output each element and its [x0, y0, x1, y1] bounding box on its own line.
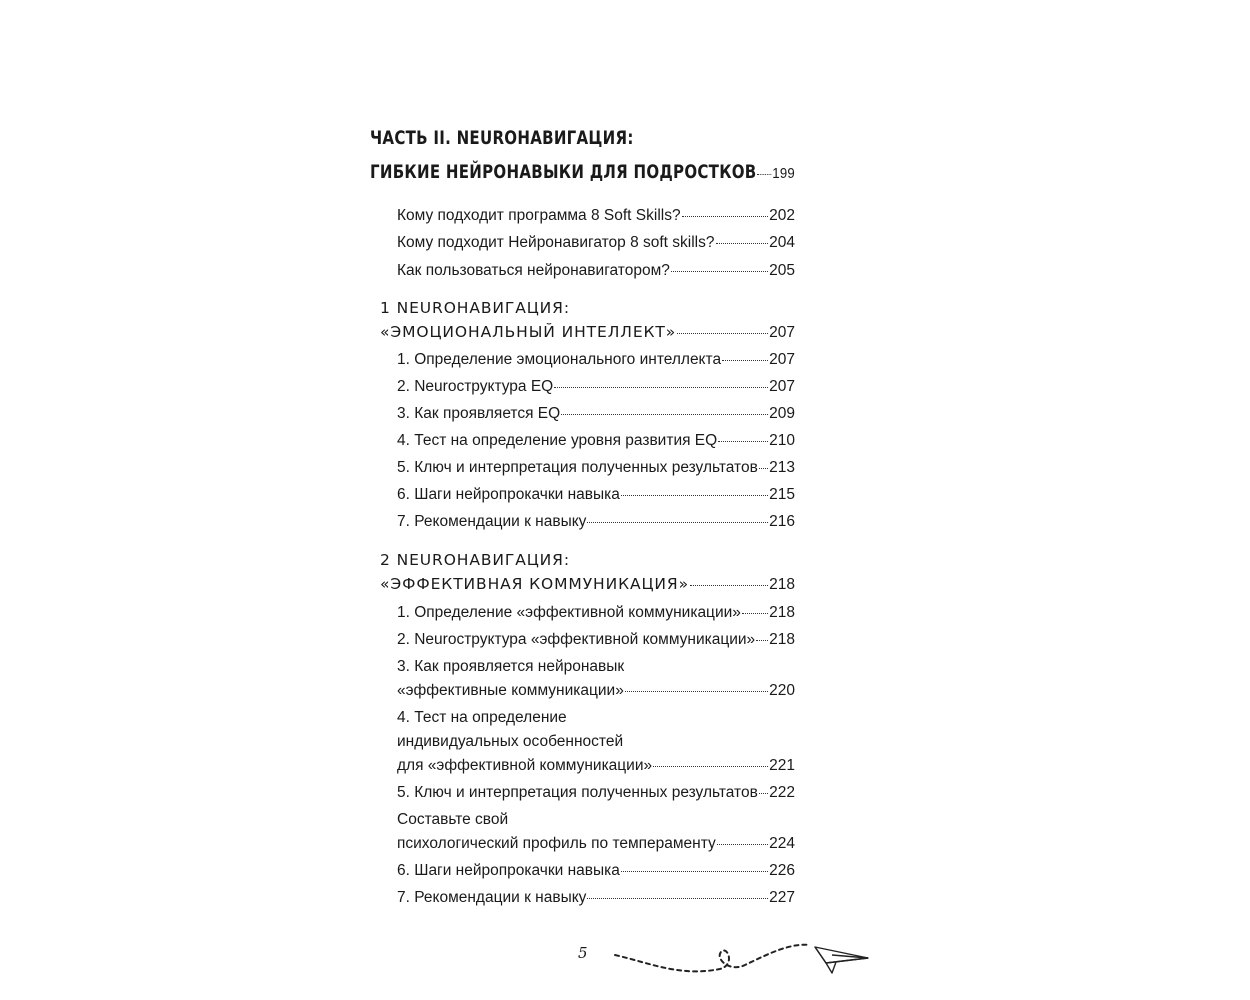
toc-entry[interactable]: Кому подходит программа 8 Soft Skills? 202 — [397, 207, 795, 224]
toc-entry[interactable]: 5. Ключ и интерпретация полученных результатов 222 — [397, 784, 795, 801]
section-2-heading-line1: 2 NEUROНАВИГАЦИЯ: — [380, 551, 570, 569]
part-heading-line1: ЧАСТЬ II. NEUROНАВИГАЦИЯ: — [370, 127, 634, 149]
toc-entry[interactable]: 1. Определение «эффективной коммуникации» 218 — [397, 604, 795, 621]
toc-entry[interactable]: 4. Тест на определение уровня развития EQ 210 — [397, 432, 795, 449]
toc-entry[interactable]: Кому подходит Нейронавигатор 8 soft skills? 204 — [397, 234, 795, 251]
part-heading-line2: ГИБКИЕ НЕЙРОНАВЫКИ ДЛЯ ПОДРОСТКОВ 199 — [370, 161, 796, 183]
toc-entry[interactable]: 5. Ключ и интерпретация полученных результатов 213 — [397, 459, 795, 476]
toc-entry[interactable]: 3. Как проявляется EQ 209 — [397, 405, 795, 422]
toc-entry-line: индивидуальных особенностей — [397, 733, 624, 750]
toc-entry[interactable]: 2. Neuroструктура EQ 207 — [397, 378, 795, 395]
toc-entry[interactable]: 6. Шаги нейропрокачки навыка 226 — [397, 862, 795, 879]
section-2-heading-line2[interactable]: «ЭФФЕКТИВНАЯ КОММУНИКАЦИЯ» 218 — [380, 575, 795, 593]
paper-plane-icon — [610, 925, 880, 985]
toc-entry[interactable]: для «эффективной коммуникации» 221 — [397, 757, 795, 774]
page-number: 5 — [578, 944, 588, 962]
toc-entry-line: 3. Как проявляется нейронавык — [397, 658, 625, 675]
toc-entry[interactable]: 2. Neuroструктура «эффективной коммуникации» 218 — [397, 631, 795, 648]
toc-entry[interactable]: «эффективные коммуникации» 220 — [397, 682, 795, 699]
toc-entry[interactable]: психологический профиль по темпераменту 224 — [397, 835, 795, 852]
section-1-heading-line2[interactable]: «ЭМОЦИОНАЛЬНЫЙ ИНТЕЛЛЕКТ» 207 — [380, 323, 795, 341]
toc-entry[interactable]: 7. Рекомендации к навыку 216 — [397, 513, 795, 530]
toc-entry-line: 4. Тест на определение — [397, 709, 567, 726]
section-1-heading-line1: 1 NEUROНАВИГАЦИЯ: — [380, 299, 570, 317]
toc-entry[interactable]: 1. Определение эмоционального интеллекта 207 — [397, 351, 795, 368]
toc-entry[interactable]: 7. Рекомендации к навыку 227 — [397, 889, 795, 906]
toc-entry[interactable]: Как пользоваться нейронавигатором? 205 — [397, 262, 795, 279]
toc-entry-line: Составьте свой — [397, 811, 509, 828]
toc-entry[interactable]: 6. Шаги нейропрокачки навыка 215 — [397, 486, 795, 503]
